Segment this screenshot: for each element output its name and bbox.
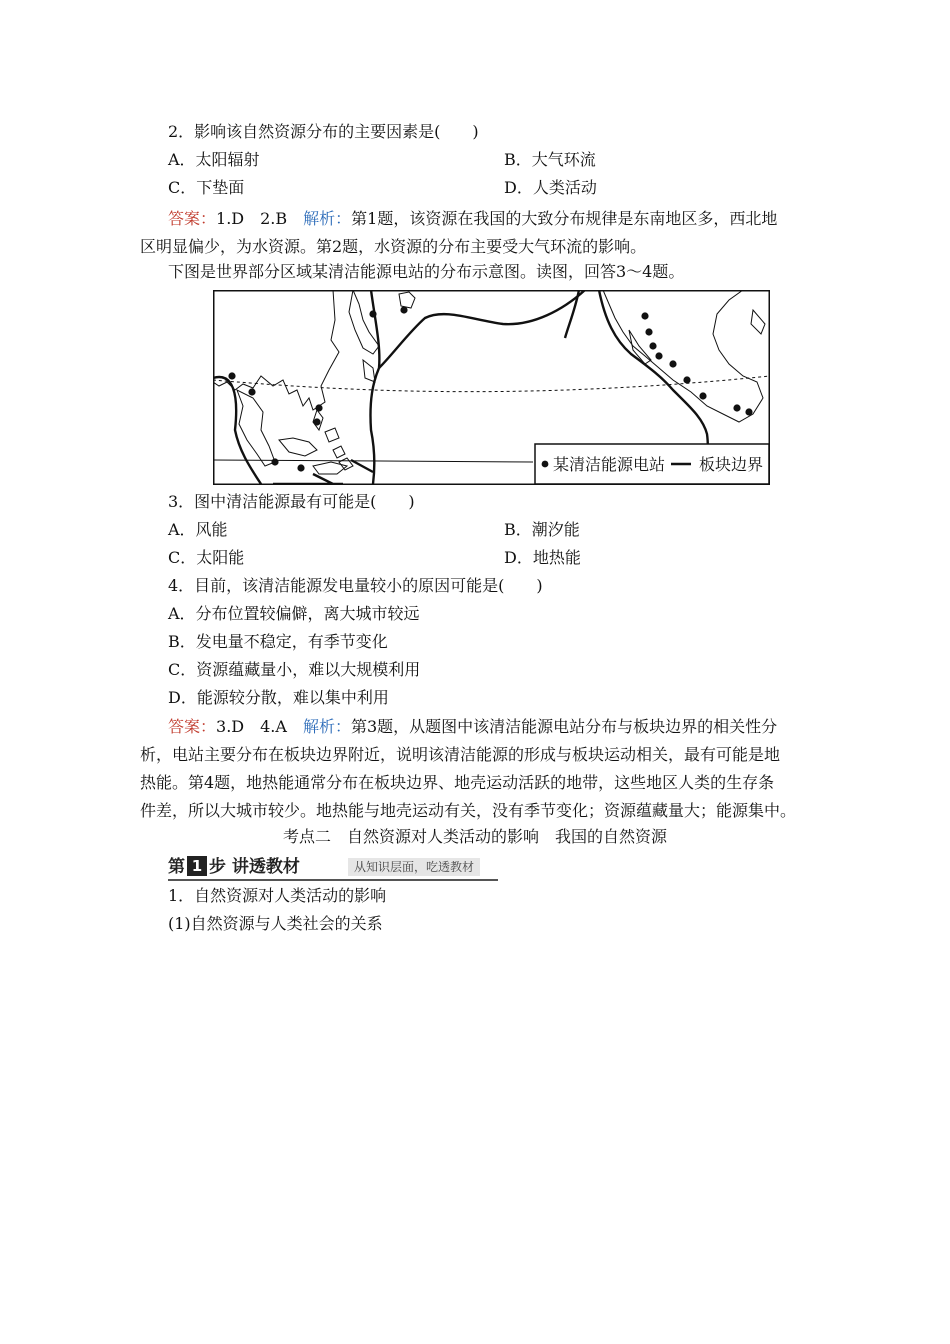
answer-values: 1.D 2.B xyxy=(216,209,304,228)
q2-stem: 2．影响该自然资源分布的主要因素是( ) xyxy=(168,122,479,141)
station-dot xyxy=(683,376,690,383)
answer-block-1-2 xyxy=(140,205,816,261)
q2-option-b: B．大气环流 xyxy=(504,150,596,169)
intro-3-4: 下图是世界部分区域某清洁能源电站的分布示意图。读图，回答3～4题。 xyxy=(168,262,685,281)
legend-boundary-label: 板块边界 xyxy=(699,455,764,474)
q2-option-d: D．人类活动 xyxy=(504,178,597,197)
q3-option-c: C．太阳能 xyxy=(168,548,245,567)
q4-option-c: C．资源蕴藏量小，难以大规模利用 xyxy=(168,660,421,679)
step-number-badge: 1 xyxy=(187,856,207,876)
step-banner-title: 第 1 步 讲透教材 xyxy=(168,857,300,877)
station-dot xyxy=(228,372,235,379)
analysis-label: 解析： xyxy=(302,717,351,736)
analysis-text: 第1题，该资源在我国的大致分布规律是东南地区多，西北地 xyxy=(351,209,778,228)
point-1: 1．自然资源对人类活动的影响 xyxy=(168,886,387,905)
q4-option-b: B．发电量不稳定，有季节变化 xyxy=(168,632,388,651)
q3-stem: 3．图中清洁能源最有可能是( ) xyxy=(168,492,415,511)
legend-station-dot xyxy=(542,461,549,468)
station-dot xyxy=(733,404,740,411)
analysis-text: 区明显偏少，为水资源。第2题，水资源的分布主要受大气环流的影响。 xyxy=(140,237,647,256)
q3-option-a: A．风能 xyxy=(168,520,228,539)
analysis-text: 析，电站主要分布在板块边界附近，说明该清洁能源的形成与板块运动相关，最有可能是地 xyxy=(140,745,781,764)
q4-stem: 4．目前，该清洁能源发电量较小的原因可能是( ) xyxy=(168,576,543,595)
analysis-text: 热能。第4题，地热能通常分布在板块边界、地壳运动活跃的地带，这些地区人类的生存条 xyxy=(140,773,775,792)
q3-option-b: B．潮汐能 xyxy=(504,520,580,539)
station-dot xyxy=(699,392,706,399)
answer-label: 答案： xyxy=(168,717,217,736)
station-dot xyxy=(745,408,752,415)
q3-option-d: D．地热能 xyxy=(504,548,581,567)
station-dot xyxy=(248,388,255,395)
plate-boundary-map xyxy=(213,290,770,485)
station-dot xyxy=(313,418,320,425)
analysis-text: 件差，所以大城市较少。地热能与地壳运动有关，没有季节变化；资源蕴藏量大；能源集中。 xyxy=(140,801,797,820)
section-title: 考点二 自然资源对人类活动的影响 我国的自然资源 xyxy=(282,827,667,846)
q2-option-a: A．太阳辐射 xyxy=(168,150,260,169)
station-dot xyxy=(369,310,376,317)
legend-station-label: 某清洁能源电站 xyxy=(553,455,666,474)
step-banner-subtitle: 从知识层面，吃透教材 xyxy=(348,858,480,876)
answer-values: 3.D 4.A xyxy=(216,717,303,736)
answer-block-3-4 xyxy=(140,713,816,825)
q4-option-a: A．分布位置较偏僻，离大城市较远 xyxy=(168,604,420,623)
step-banner xyxy=(168,856,498,880)
q2-option-c: C．下垫面 xyxy=(168,178,245,197)
banner-divider xyxy=(168,879,498,881)
station-dot xyxy=(655,352,662,359)
station-dot xyxy=(649,342,656,349)
q4-option-d: D．能源较分散，难以集中利用 xyxy=(168,688,389,707)
analysis-label: 解析： xyxy=(303,209,352,228)
point-1-1: (1)自然资源与人类社会的关系 xyxy=(168,914,383,933)
station-dot xyxy=(645,328,652,335)
station-dot xyxy=(297,464,304,471)
station-dot xyxy=(315,404,322,411)
analysis-text: 第3题，从题图中该清洁能源电站分布与板块边界的相关性分 xyxy=(350,717,778,736)
station-dot xyxy=(669,360,676,367)
station-dot xyxy=(400,306,407,313)
station-dot xyxy=(271,458,278,465)
answer-label: 答案： xyxy=(168,209,217,228)
station-dot xyxy=(641,312,648,319)
map-legend xyxy=(535,444,769,484)
